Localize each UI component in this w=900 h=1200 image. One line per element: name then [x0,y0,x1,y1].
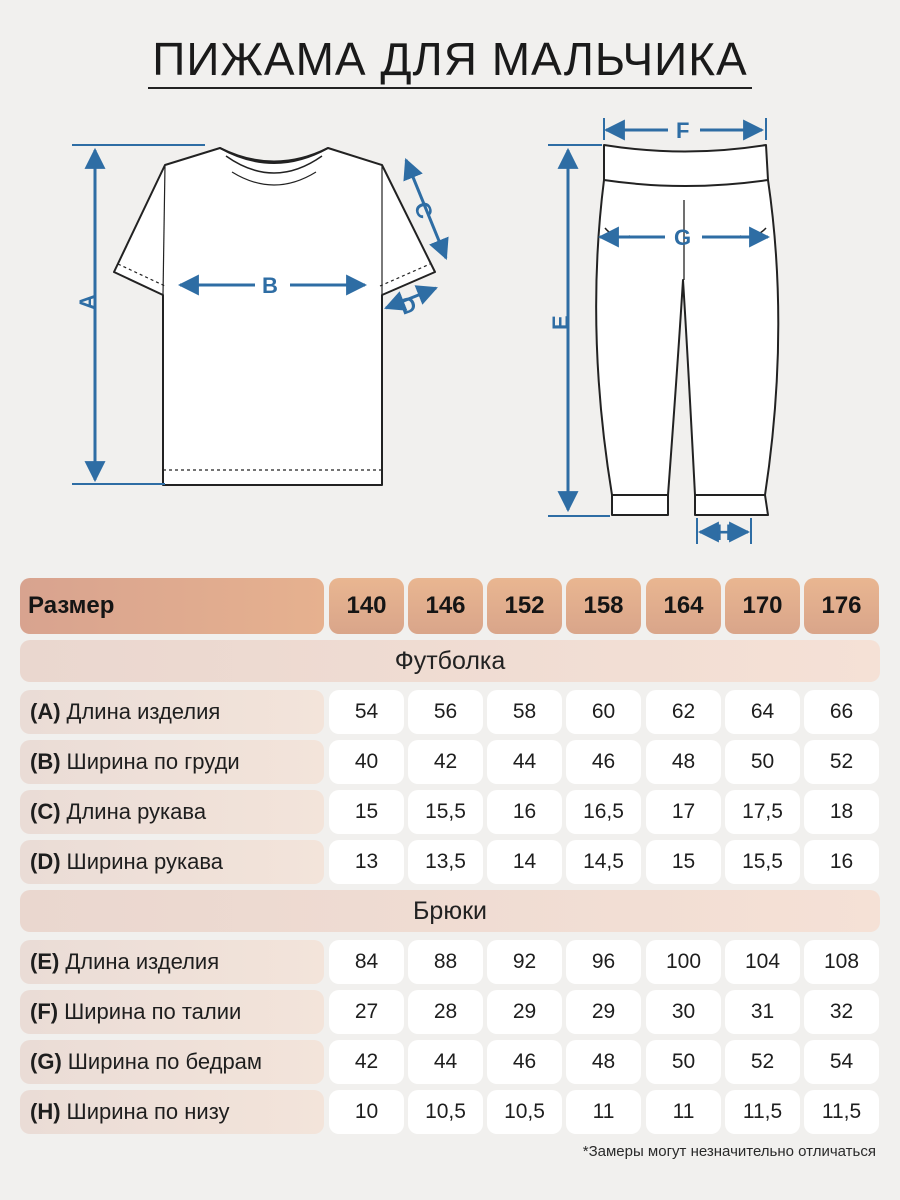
pants-illustration [596,145,778,515]
table-cell: 96 [566,940,641,984]
table-cell: 52 [725,1040,800,1084]
table-cell: 42 [329,1040,404,1084]
table-cell: 32 [804,990,879,1034]
table-cell: 10,5 [487,1090,562,1134]
row-code: (B) [30,749,61,774]
label-b: B [262,273,278,298]
table-cell: 14,5 [566,840,641,884]
label-f: F [676,118,690,143]
row-label-text: Длина изделия [65,949,220,974]
table-cell: 29 [487,990,562,1034]
row-label-text: Ширина рукава [66,849,224,874]
table-cell: 28 [408,990,483,1034]
table-cell: 11 [566,1090,641,1134]
table-cell: 104 [725,940,800,984]
table-cell: 108 [804,940,879,984]
table-cell: 52 [804,740,879,784]
label-d: D [396,290,420,320]
table-cell: 46 [487,1040,562,1084]
row-label [20,1090,324,1134]
row-code: (E) [30,949,60,974]
row-label [20,840,324,884]
row-label [20,690,324,734]
table-cell: 31 [725,990,800,1034]
table-cell: 100 [646,940,721,984]
table-cell: 40 [329,740,404,784]
table-cell: 54 [804,1040,879,1084]
row-label [20,740,324,784]
footnote: *Замеры могут незначительно отличаться [582,1143,876,1160]
table-cell: 16 [487,790,562,834]
table-cell: 10 [329,1090,404,1134]
table-cell: 13 [329,840,404,884]
table-cell: 16,5 [566,790,641,834]
table-cell: 42 [408,740,483,784]
table-cell: 50 [646,1040,721,1084]
table-cell: 54 [329,690,404,734]
row-label-text: Длина рукава [66,799,207,824]
table-cell: 30 [646,990,721,1034]
table-cell: 92 [487,940,562,984]
table-cell: 44 [408,1040,483,1084]
table-cell: 64 [725,690,800,734]
table-cell: 10,5 [408,1090,483,1134]
row-label-text: Ширина по низу [66,1099,230,1124]
table-cell: 60 [566,690,641,734]
label-a: A [75,294,100,310]
table-cell: 11 [646,1090,721,1134]
table-cell: 18 [804,790,879,834]
section-title: Брюки [20,890,880,932]
table-cell: 14 [487,840,562,884]
table-cell: 58 [487,690,562,734]
row-label-text: Ширина по бедрам [67,1049,263,1074]
row-code: (D) [30,849,61,874]
size-header-176: 176 [804,578,879,634]
row-code: (F) [30,999,59,1024]
row-label-text: Ширина по груди [66,749,240,774]
tshirt-illustration [114,148,435,485]
row-code: (H) [30,1099,61,1124]
row-label-text: Длина изделия [66,699,221,724]
size-header-label: Размер [20,578,324,634]
row-label [20,940,324,984]
table-cell: 27 [329,990,404,1034]
table-cell: 29 [566,990,641,1034]
table-cell: 15 [646,840,721,884]
table-cell: 88 [408,940,483,984]
page-title: ПИЖАМА ДЛЯ МАЛЬЧИКА [0,32,900,86]
label-c: C [408,198,439,223]
table-cell: 16 [804,840,879,884]
table-cell: 48 [646,740,721,784]
label-h: H [716,520,732,545]
row-label [20,1040,324,1084]
section-title: Футболка [20,640,880,682]
label-g: G [674,225,692,250]
table-cell: 15 [329,790,404,834]
table-cell: 50 [725,740,800,784]
label-e: E [548,315,573,330]
size-header-164: 164 [646,578,721,634]
row-label [20,990,324,1034]
table-cell: 66 [804,690,879,734]
row-code: (A) [30,699,61,724]
size-header-140: 140 [329,578,404,634]
row-label-text: Ширина по талии [64,999,242,1024]
table-cell: 17,5 [725,790,800,834]
table-cell: 62 [646,690,721,734]
table-cell: 13,5 [408,840,483,884]
row-code: (C) [30,799,61,824]
size-header-152: 152 [487,578,562,634]
size-header-170: 170 [725,578,800,634]
size-header-158: 158 [566,578,641,634]
table-cell: 84 [329,940,404,984]
table-cell: 48 [566,1040,641,1084]
table-cell: 11,5 [725,1090,800,1134]
table-cell: 46 [566,740,641,784]
table-cell: 17 [646,790,721,834]
table-cell: 11,5 [804,1090,879,1134]
row-label [20,790,324,834]
table-cell: 15,5 [408,790,483,834]
table-cell: 56 [408,690,483,734]
row-code: (G) [30,1049,62,1074]
size-header-146: 146 [408,578,483,634]
table-cell: 15,5 [725,840,800,884]
measurement-diagram [0,0,900,570]
table-cell: 44 [487,740,562,784]
